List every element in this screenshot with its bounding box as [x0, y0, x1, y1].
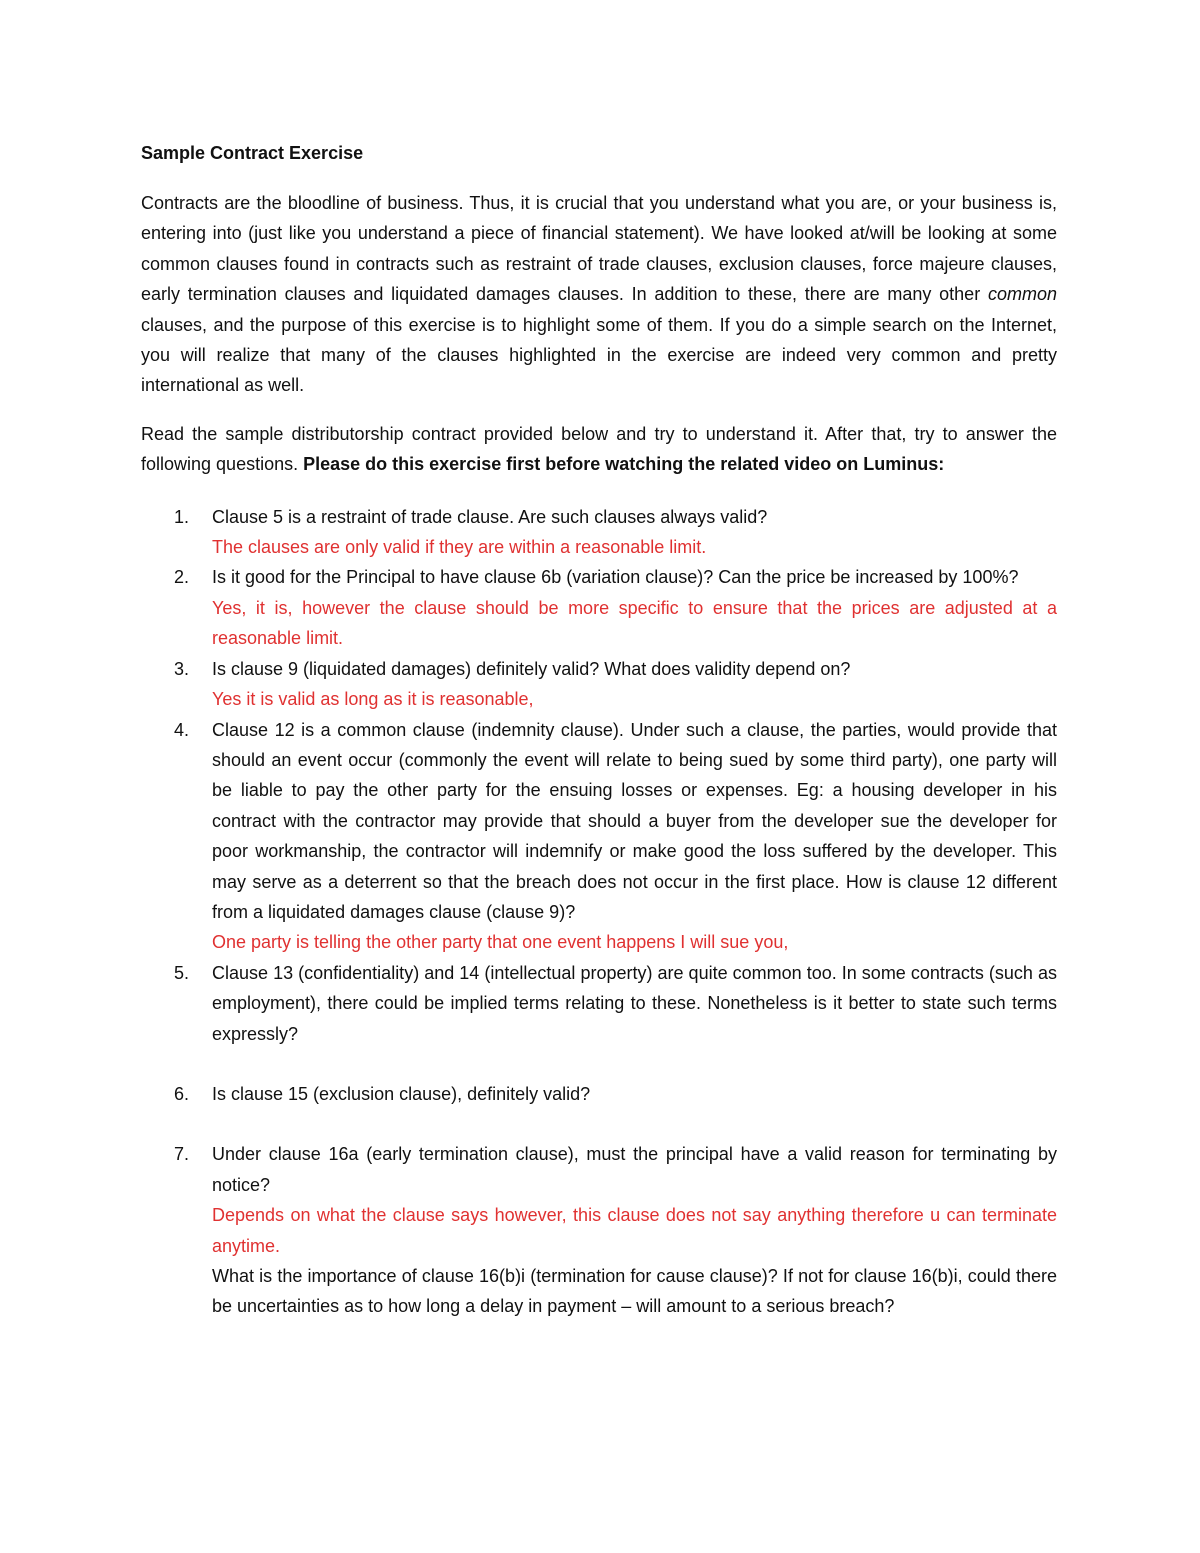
- question-number: 2.: [174, 567, 190, 588]
- question-number: 4.: [174, 719, 190, 740]
- question-text: Is clause 9 (liquidated damages) definitely valid? What does validity depend on?: [212, 658, 851, 679]
- intro-paragraph-1: [141, 188, 1057, 401]
- question-item-6: [141, 1079, 1057, 1109]
- question-item-4: [141, 715, 1057, 958]
- question-text: Clause 5 is a restraint of trade clause. Are such clauses always valid?: [212, 506, 768, 527]
- intro-paragraph-2: [141, 419, 1057, 480]
- question-number: 7.: [174, 1144, 190, 1165]
- answer-text: Yes it is valid as long as it is reasonable,: [212, 689, 534, 710]
- question-item-2: [141, 562, 1057, 653]
- question-followup-text: What is the importance of clause 16(b)i (termination for cause clause)? If not for clause 16(b)i, could there be uncertainties as to how long a delay in payment – will amount to a serious breach?: [212, 1266, 1057, 1317]
- question-text: Is it good for the Principal to have clause 6b (variation clause)? Can the price be increased by 100%?: [212, 567, 1019, 588]
- question-number: 1.: [174, 506, 190, 527]
- question-number: 3.: [174, 658, 190, 679]
- question-text: Clause 12 is a common clause (indemnity clause). Under such a clause, the parties, would provide that should an event occur (commonly the event will relate to being sued by some third party), one party will be liable to pay the other party for the ensuing losses or expenses. Eg: a housing developer in his contract with the contractor may provide that should a buyer from the developer sue the developer for poor workmanship, the contractor will indemnify or make good the loss suffered by the developer. This may serve as a deterrent so that the breach does not occur in the first place. How is clause 12 different from a liquidated damages clause (clause 9)?: [212, 719, 1057, 922]
- answer-text: Depends on what the clause says however, this clause does not say anything therefore u can terminate anytime.: [212, 1205, 1057, 1256]
- document-title: Sample Contract Exercise: [141, 143, 364, 163]
- question-item-7: [141, 1139, 1057, 1321]
- intro-p1-text-end: clauses, and the purpose of this exercise is to highlight some of them. If you do a simple search on the Internet, you will realize that many of the clauses highlighted in the exercise are indeed very common and pretty international as well.: [141, 314, 1057, 396]
- question-item-3: [141, 654, 1057, 715]
- question-list: [141, 502, 1057, 1322]
- question-number: 5.: [174, 962, 190, 983]
- intro-p1-text-start: Contracts are the bloodline of business. Thus, it is crucial that you understand what you are, or your business is, entering into (just like you understand a piece of financial statement). We have looked at/will be looking at some common clauses found in contracts such as restraint of trade clauses, exclusion clauses, force majeure clauses, early termination clauses and liquidated damages clauses. In addition to these, there are many other: [141, 193, 1057, 305]
- answer-text: The clauses are only valid if they are within a reasonable limit.: [212, 537, 707, 558]
- question-text: Clause 13 (confidentiality) and 14 (intellectual property) are quite common too. In some contracts (such as employment), there could be implied terms relating to these. Nonetheless is it better to state such terms expressly?: [212, 962, 1057, 1044]
- question-item-5: [141, 958, 1057, 1049]
- question-text: Under clause 16a (early termination clause), must the principal have a valid reason for terminating by notice?: [212, 1144, 1057, 1195]
- answer-text: Yes, it is, however the clause should be more specific to ensure that the prices are adjusted at a reasonable limit.: [212, 597, 1057, 649]
- question-number: 6.: [174, 1083, 190, 1104]
- question-item-1: [141, 502, 1057, 563]
- intro-p1-italic: common: [987, 284, 1057, 305]
- intro-p2-text: Read the sample distributorship contract provided below and try to understand it. After that, try to answer the following questions.: [141, 423, 1057, 475]
- intro-p2-bold: Please do this exercise first before watching the related video on Luminus:: [303, 454, 945, 475]
- answer-text: One party is telling the other party that one event happens I will sue you,: [212, 932, 789, 953]
- document-page: [141, 138, 1057, 1322]
- question-text: Is clause 15 (exclusion clause), definitely valid?: [212, 1083, 591, 1104]
